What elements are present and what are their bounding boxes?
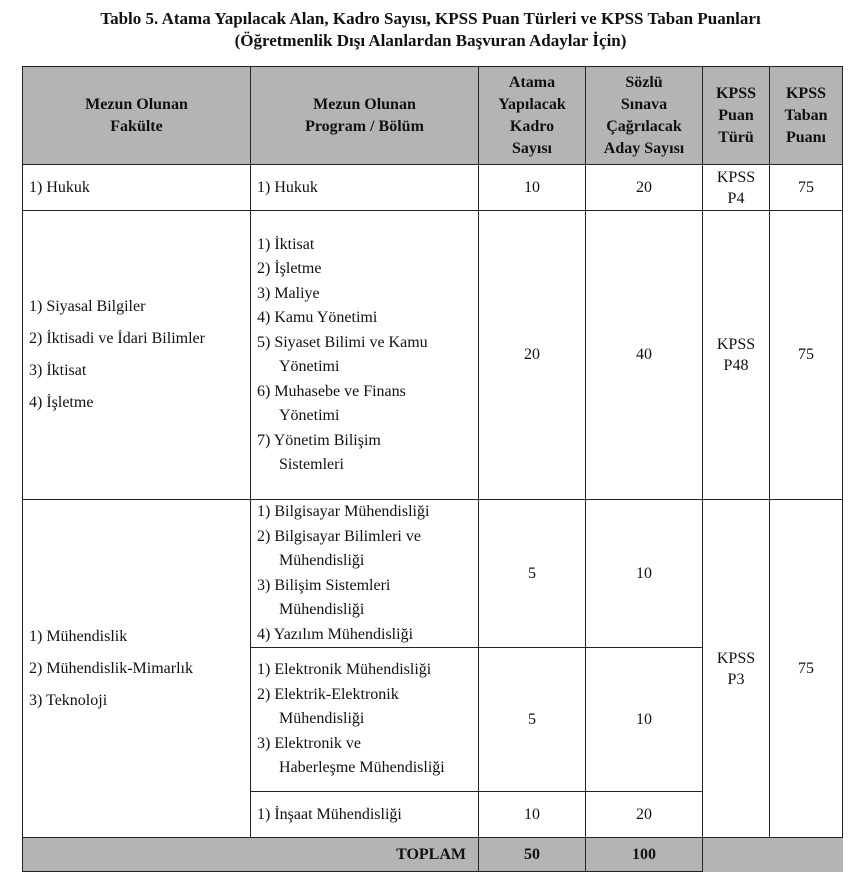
oral-cell: 10 (586, 500, 703, 648)
program-cell: 1) İnşaat Mühendisliği (251, 792, 479, 838)
total-label: TOPLAM (23, 838, 479, 872)
empty-cell (703, 838, 843, 872)
header-kpss-min: KPSS Taban Puanı (770, 67, 843, 165)
kpss-min-cell: 75 (770, 165, 843, 211)
quota-cell: 20 (479, 211, 586, 500)
title-line-2: (Öğretmenlik Dışı Alanlardan Başvuran Adaylar İçin) (234, 31, 627, 50)
oral-cell: 20 (586, 165, 703, 211)
oral-cell: 10 (586, 648, 703, 792)
header-program: Mezun Olunan Program / Bölüm (251, 67, 479, 165)
faculty-cell: 1) Mühendislik 2) Mühendislik-Mimarlık 3) Teknoloji (23, 500, 251, 838)
header-row (23, 67, 843, 165)
header-kpss-type: KPSS Puan Türü (703, 67, 770, 165)
oral-cell: 40 (586, 211, 703, 500)
total-oral: 100 (586, 838, 703, 872)
quota-cell: 10 (479, 792, 586, 838)
oral-cell: 20 (586, 792, 703, 838)
table-row (23, 211, 843, 500)
kpss-type-cell: KPSS P4 (703, 165, 770, 211)
table-row (23, 165, 843, 211)
assignment-table (22, 66, 843, 872)
kpss-type-cell: KPSS P3 (703, 500, 770, 838)
total-row (23, 838, 843, 872)
header-oral: Sözlü Sınava Çağrılacak Aday Sayısı (586, 67, 703, 165)
table-title (0, 8, 861, 52)
program-cell: 1) Bilgisayar Mühendisliği 2) Bilgisayar Bilimleri ve Mühendisliği 3) Bilişim Sistemleri Mühendisliği 4) Yazılım Mühendisliği (251, 500, 479, 648)
kpss-min-cell: 75 (770, 500, 843, 838)
title-line-1: Tablo 5. Atama Yapılacak Alan, Kadro Sayısı, KPSS Puan Türleri ve KPSS Taban Puanları (100, 9, 761, 28)
total-quota: 50 (479, 838, 586, 872)
program-cell: 1) Hukuk (251, 165, 479, 211)
header-faculty: Mezun Olunan Fakülte (23, 67, 251, 165)
faculty-cell: 1) Siyasal Bilgiler 2) İktisadi ve İdari Bilimler 3) İktisat 4) İşletme (23, 211, 251, 500)
program-cell: 1) Elektronik Mühendisliği 2) Elektrik-Elektronik Mühendisliği 3) Elektronik ve Haberleşme Mühendisliği (251, 648, 479, 792)
quota-cell: 5 (479, 648, 586, 792)
program-cell: 1) İktisat 2) İşletme 3) Maliye 4) Kamu Yönetimi 5) Siyaset Bilimi ve Kamu Yönetimi 6) Muhasebe ve Finans Yönetimi 7) Yönetim Bilişim Sistemleri (251, 211, 479, 500)
header-quota: Atama Yapılacak Kadro Sayısı (479, 67, 586, 165)
table-row (23, 500, 843, 648)
quota-cell: 10 (479, 165, 586, 211)
faculty-cell: 1) Hukuk (23, 165, 251, 211)
quota-cell: 5 (479, 500, 586, 648)
kpss-min-cell: 75 (770, 211, 843, 500)
kpss-type-cell: KPSS P48 (703, 211, 770, 500)
